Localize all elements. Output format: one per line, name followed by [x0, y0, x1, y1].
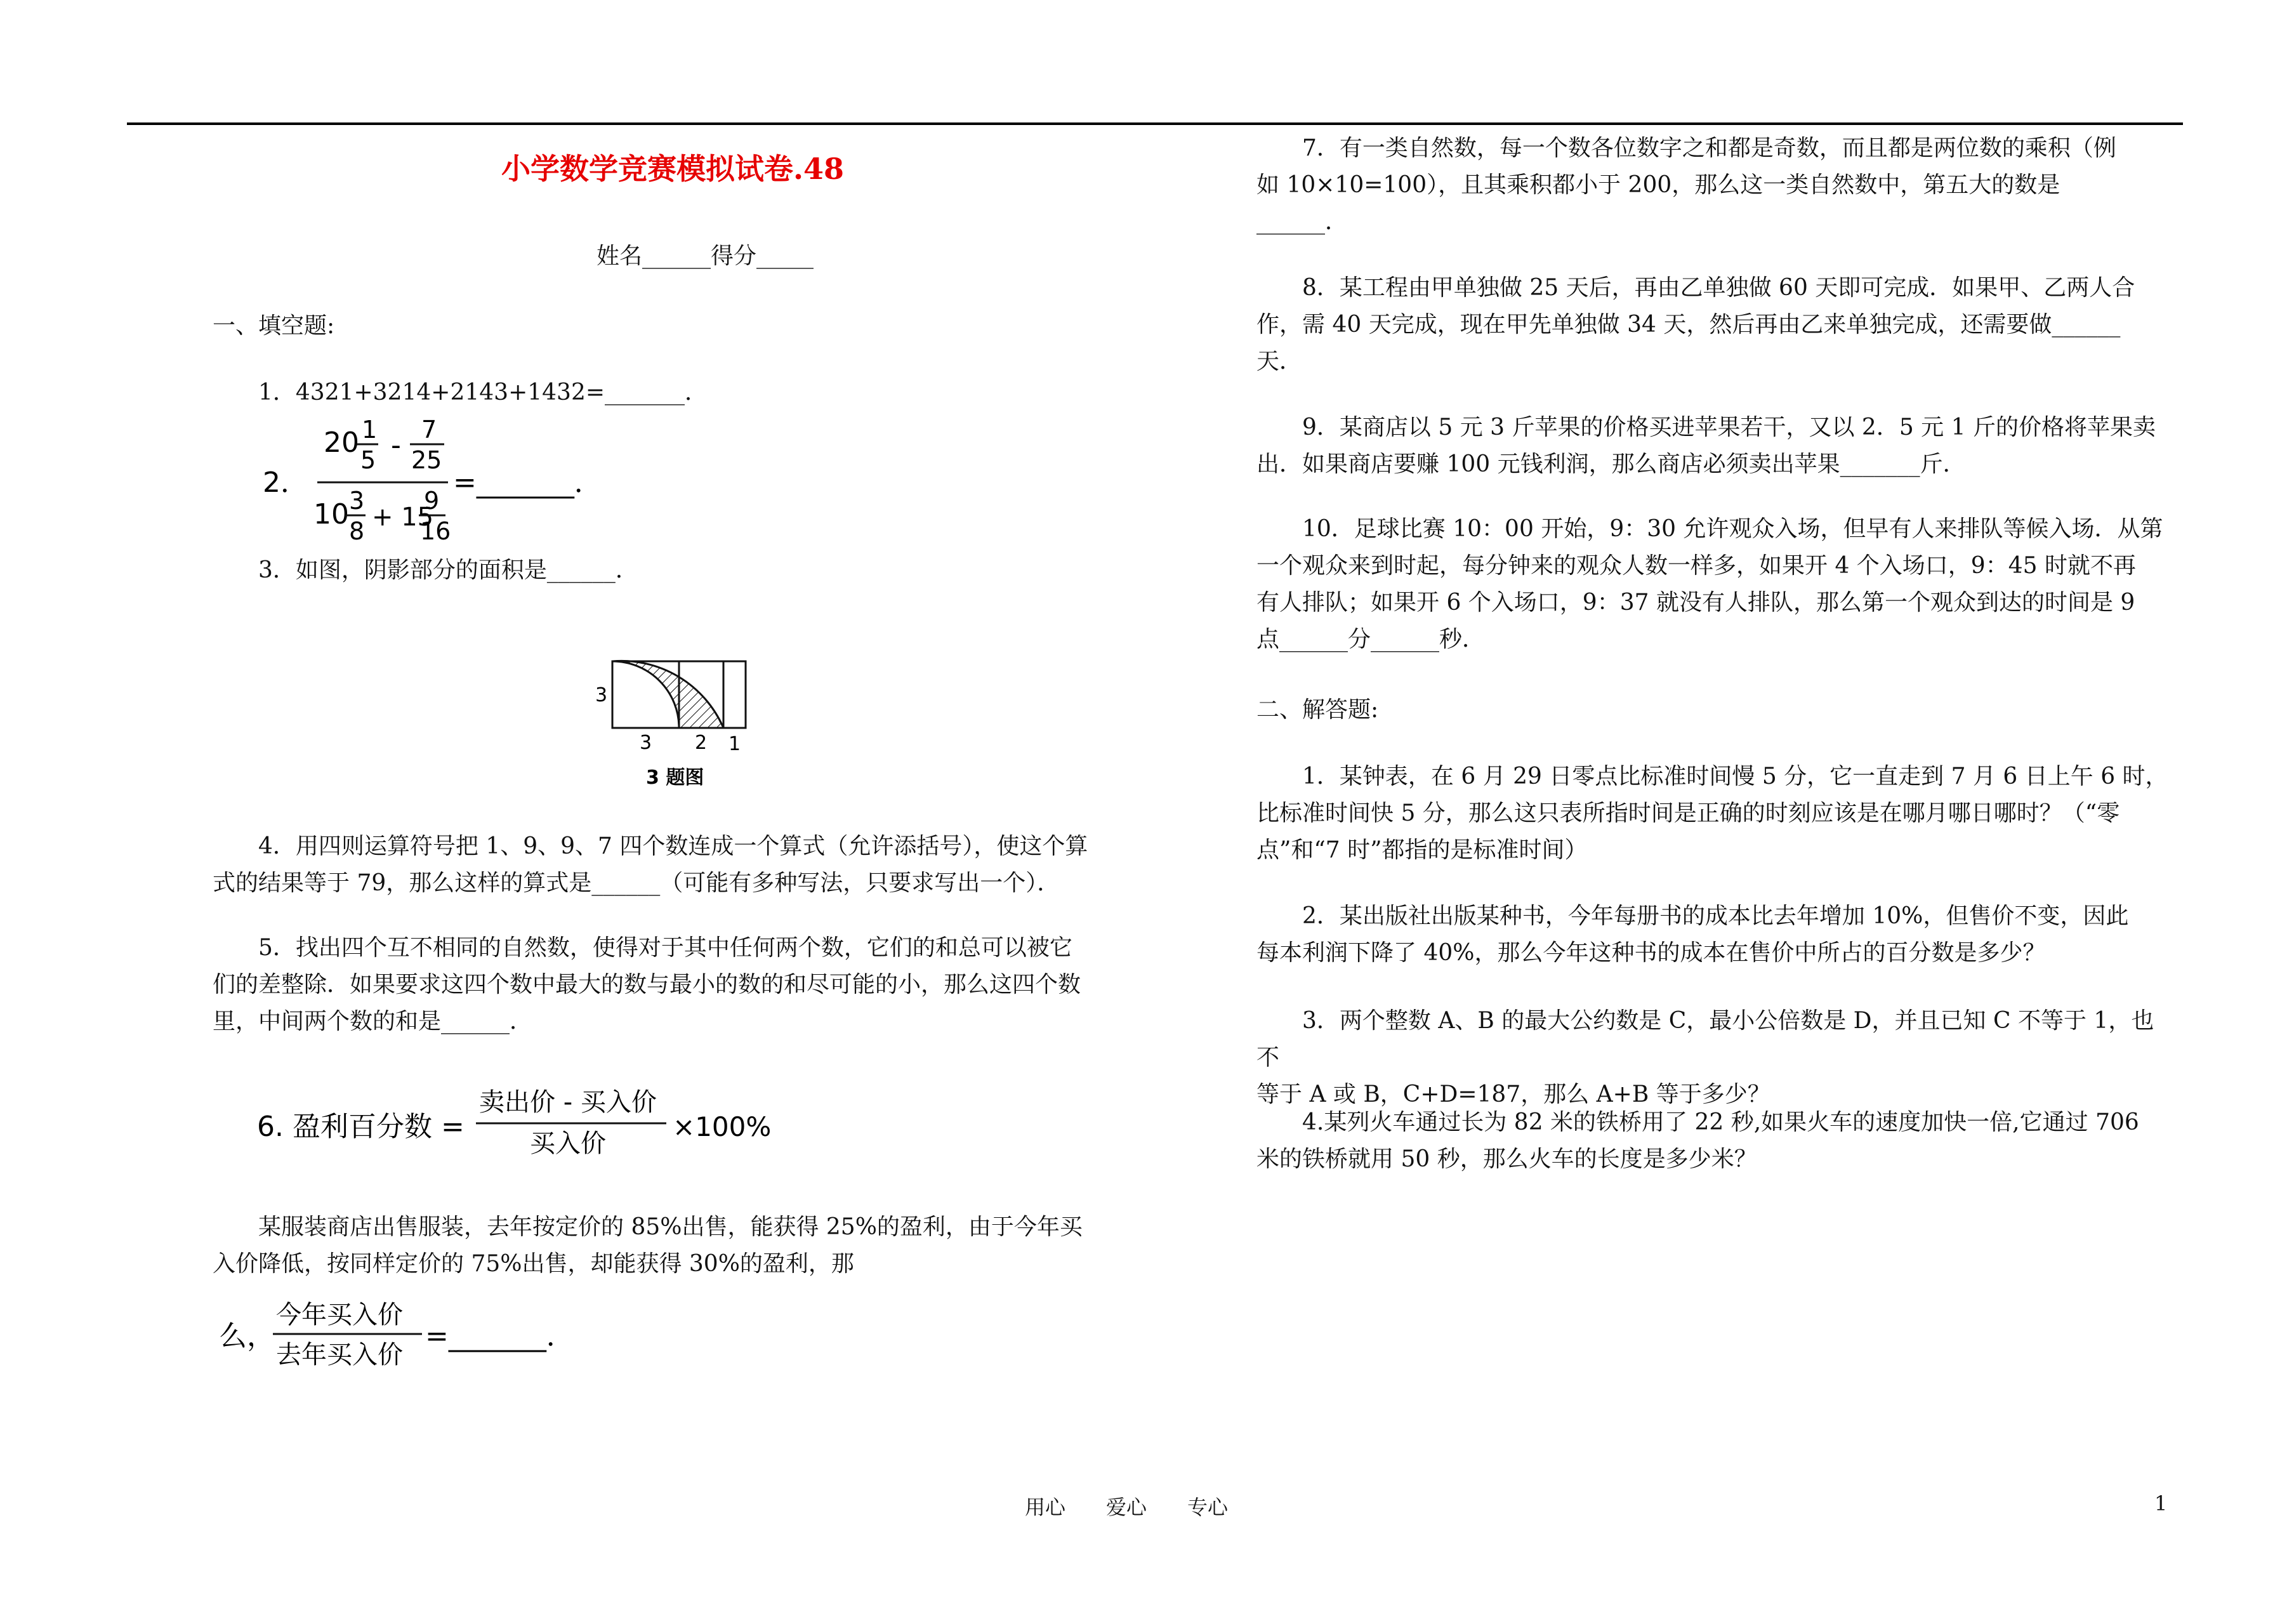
q10-block [1256, 511, 2170, 658]
q6-formula-svg [257, 1079, 828, 1174]
q2-num-frac1-n: 1 [362, 416, 378, 444]
q2-prefix: 2． [263, 466, 308, 499]
footer-motto: 用心 爱心 专心 [1025, 1495, 1229, 1519]
q9-line2: 出．如果商店要赚 100 元钱利润，那么商店必须卖出苹果_______斤． [1256, 451, 1966, 477]
q6-formula [257, 1079, 828, 1174]
q9-line1: 9．某商店以 5 元 3 斤苹果的价格买进苹果若干，又以 2．5 元 1 斤的价格将苹果卖 [1302, 414, 2156, 440]
a3-line2: 等于 A 或 B，C+D=187，那么 A+B 等于多少？ [1256, 1081, 1770, 1107]
q2-den-frac2-n: 9 [424, 487, 440, 515]
q6-text-block [213, 1209, 1164, 1283]
q2-den-whole1: 10 [313, 498, 349, 531]
q6-ratio [213, 1295, 720, 1383]
a2-line1: 2．某出版社出版某种书，今年每册书的成本比去年增加 10%，但售价不变，因此 [1302, 903, 2129, 929]
q9-block [1256, 409, 2170, 483]
section1-heading: 一、填空题: [213, 313, 335, 339]
name-score-line: 姓名______得分_____ [597, 243, 814, 269]
q2-num-frac1-d: 5 [360, 446, 376, 474]
a4-line1: 4.某列火车通过长为 82 米的铁桥用了 22 秒,如果火车的速度加快一倍,它通过 706 [1302, 1109, 2139, 1135]
q2-num-minus: - [391, 429, 401, 461]
q10-line2: 一个观众来到时起，每分钟来的观众人数一样多，如果开 4 个入场口，9：45 时就不再 [1256, 553, 2136, 579]
q2-tail: =_______． [453, 466, 602, 499]
q2-den-plus: + 15 [372, 503, 434, 532]
a2-line2: 每本利润下降了 40%，那么今年这种书的成本在售价中所占的百分数是多少？ [1256, 940, 2046, 966]
q5-line3: 里，中间两个数的和是______． [213, 1008, 533, 1034]
a2-block [1256, 898, 2170, 972]
q10-line1: 10．足球比赛 10：00 开始，9：30 允许观众入场，但早有人来排队等候入场．从第 [1302, 516, 2163, 542]
q6-end-tail: =_______． [425, 1320, 574, 1352]
q8-line3: 天． [1256, 348, 1303, 374]
q3-figure [584, 654, 761, 793]
q2-den-frac1-n: 3 [349, 487, 365, 515]
q6-text-line2: 入价降低，按同样定价的 75%出售，却能获得 30%的盈利，那 [213, 1251, 854, 1277]
a1-line2: 比标准时间快 5 分，那么这只表所指时间是正确的时刻应该是在哪月哪日哪时？（“零 [1256, 800, 2120, 826]
q6-tail: ×100% [673, 1111, 772, 1142]
section2-heading: 二、解答题: [1256, 697, 1379, 723]
page-number: 1 [2154, 1491, 2168, 1515]
q5-line1: 5．找出四个互不相同的自然数，使得对于其中任何两个数，它们的和总可以被它 [258, 935, 1072, 961]
fig-caption: 3 题图 [646, 767, 704, 789]
q6-text-line1: 某服装商店出售服装，去年按定价的 85%出售，能获得 25%的盈利，由于今年买 [258, 1214, 1083, 1240]
q7-line2: 如 10×10=100），且其乘积都小于 200，那么这一类自然数中，第五大的数是 [1256, 172, 2060, 198]
page-title: 小学数学竞赛模拟试卷.48 [501, 152, 845, 186]
q2-num-frac2-d: 25 [411, 446, 442, 474]
q8-block [1256, 270, 2170, 380]
a1-line3: 点”和“7 时”都指的是标准时间） [1256, 837, 1588, 863]
q3-figure-svg [584, 654, 761, 793]
fig-label-b1: 3 [640, 732, 652, 754]
q5-block [213, 930, 1164, 1040]
a3-line1: 3．两个整数 A、B 的最大公约数是 C，最小公倍数是 D，并且已知 C 不等于 1，也不 [1256, 1008, 2154, 1071]
fig-label-side: 3 [595, 684, 608, 706]
a4-block [1256, 1104, 2170, 1178]
q6-den: 买入价 [530, 1129, 606, 1158]
fig-label-b3: 1 [728, 733, 741, 755]
fig-label-b2: 2 [695, 732, 708, 754]
q4-line2: 式的结果等于 79，那么这样的算式是______（可能有多种写法，只要求写出一个）． [213, 870, 1060, 896]
a1-line1: 1．某钟表，在 6 月 29 日零点比标准时间慢 5 分，它一直走到 7 月 6 日上午 6 时， [1302, 763, 2168, 789]
q10-line3: 有人排队；如果开 6 个入场口，9：37 就没有人排队，那么第一个观众到达的时间是 9 [1256, 590, 2135, 616]
top-rule [127, 122, 2183, 125]
a3-block [1256, 1003, 2170, 1113]
q7-block [1256, 130, 2170, 241]
q3-text: 3．如图，阴影部分的面积是______． [258, 557, 638, 583]
q2-fraction-svg [260, 413, 704, 546]
q6-ratio-svg [213, 1295, 720, 1383]
q4-block [213, 828, 1164, 902]
q6-end-den: 去年买入价 [276, 1340, 403, 1370]
q6-num: 卖出价 - 买入价 [479, 1088, 657, 1117]
q6-end-prefix: 么， [219, 1320, 275, 1352]
q10-line4: 点______分______秒． [1256, 626, 1486, 652]
a1-block [1256, 758, 2170, 869]
q1-text: 1．4321+3214+2143+1432=_______． [258, 380, 708, 406]
q5-line2: 们的差整除．如果要求这四个数中最大的数与最小的数的和尽可能的小，那么这四个数 [213, 972, 1081, 998]
q2-num-whole: 20 [324, 426, 359, 459]
q2-den-frac2-d: 16 [420, 517, 451, 545]
q2-expression [260, 413, 704, 546]
a4-line2: 米的铁桥就用 50 秒，那么火车的长度是多少米？ [1256, 1146, 1757, 1172]
q4-line1: 4．用四则运算符号把 1、9、9、7 四个数连成一个算式（允许添括号），使这个算 [258, 833, 1088, 859]
q2-den-frac1-d: 8 [349, 517, 365, 545]
q8-line2: 作，需 40 天完成，现在甲先单独做 34 天，然后再由乙来单独完成，还需要做______ [1256, 312, 2121, 338]
q8-line1: 8．某工程由甲单独做 25 天后，再由乙单独做 60 天即可完成．如果甲、乙两人合 [1302, 275, 2135, 301]
q7-line3: ______． [1256, 209, 1348, 235]
q2-num-frac2-n: 7 [421, 416, 437, 444]
q7-line1: 7．有一类自然数，每一个数各位数字之和都是奇数，而且都是两位数的乘积（例 [1302, 135, 2116, 161]
q6-prefix: 6. 盈利百分数 = [257, 1111, 465, 1143]
q6-end-num: 今年买入价 [276, 1300, 403, 1330]
